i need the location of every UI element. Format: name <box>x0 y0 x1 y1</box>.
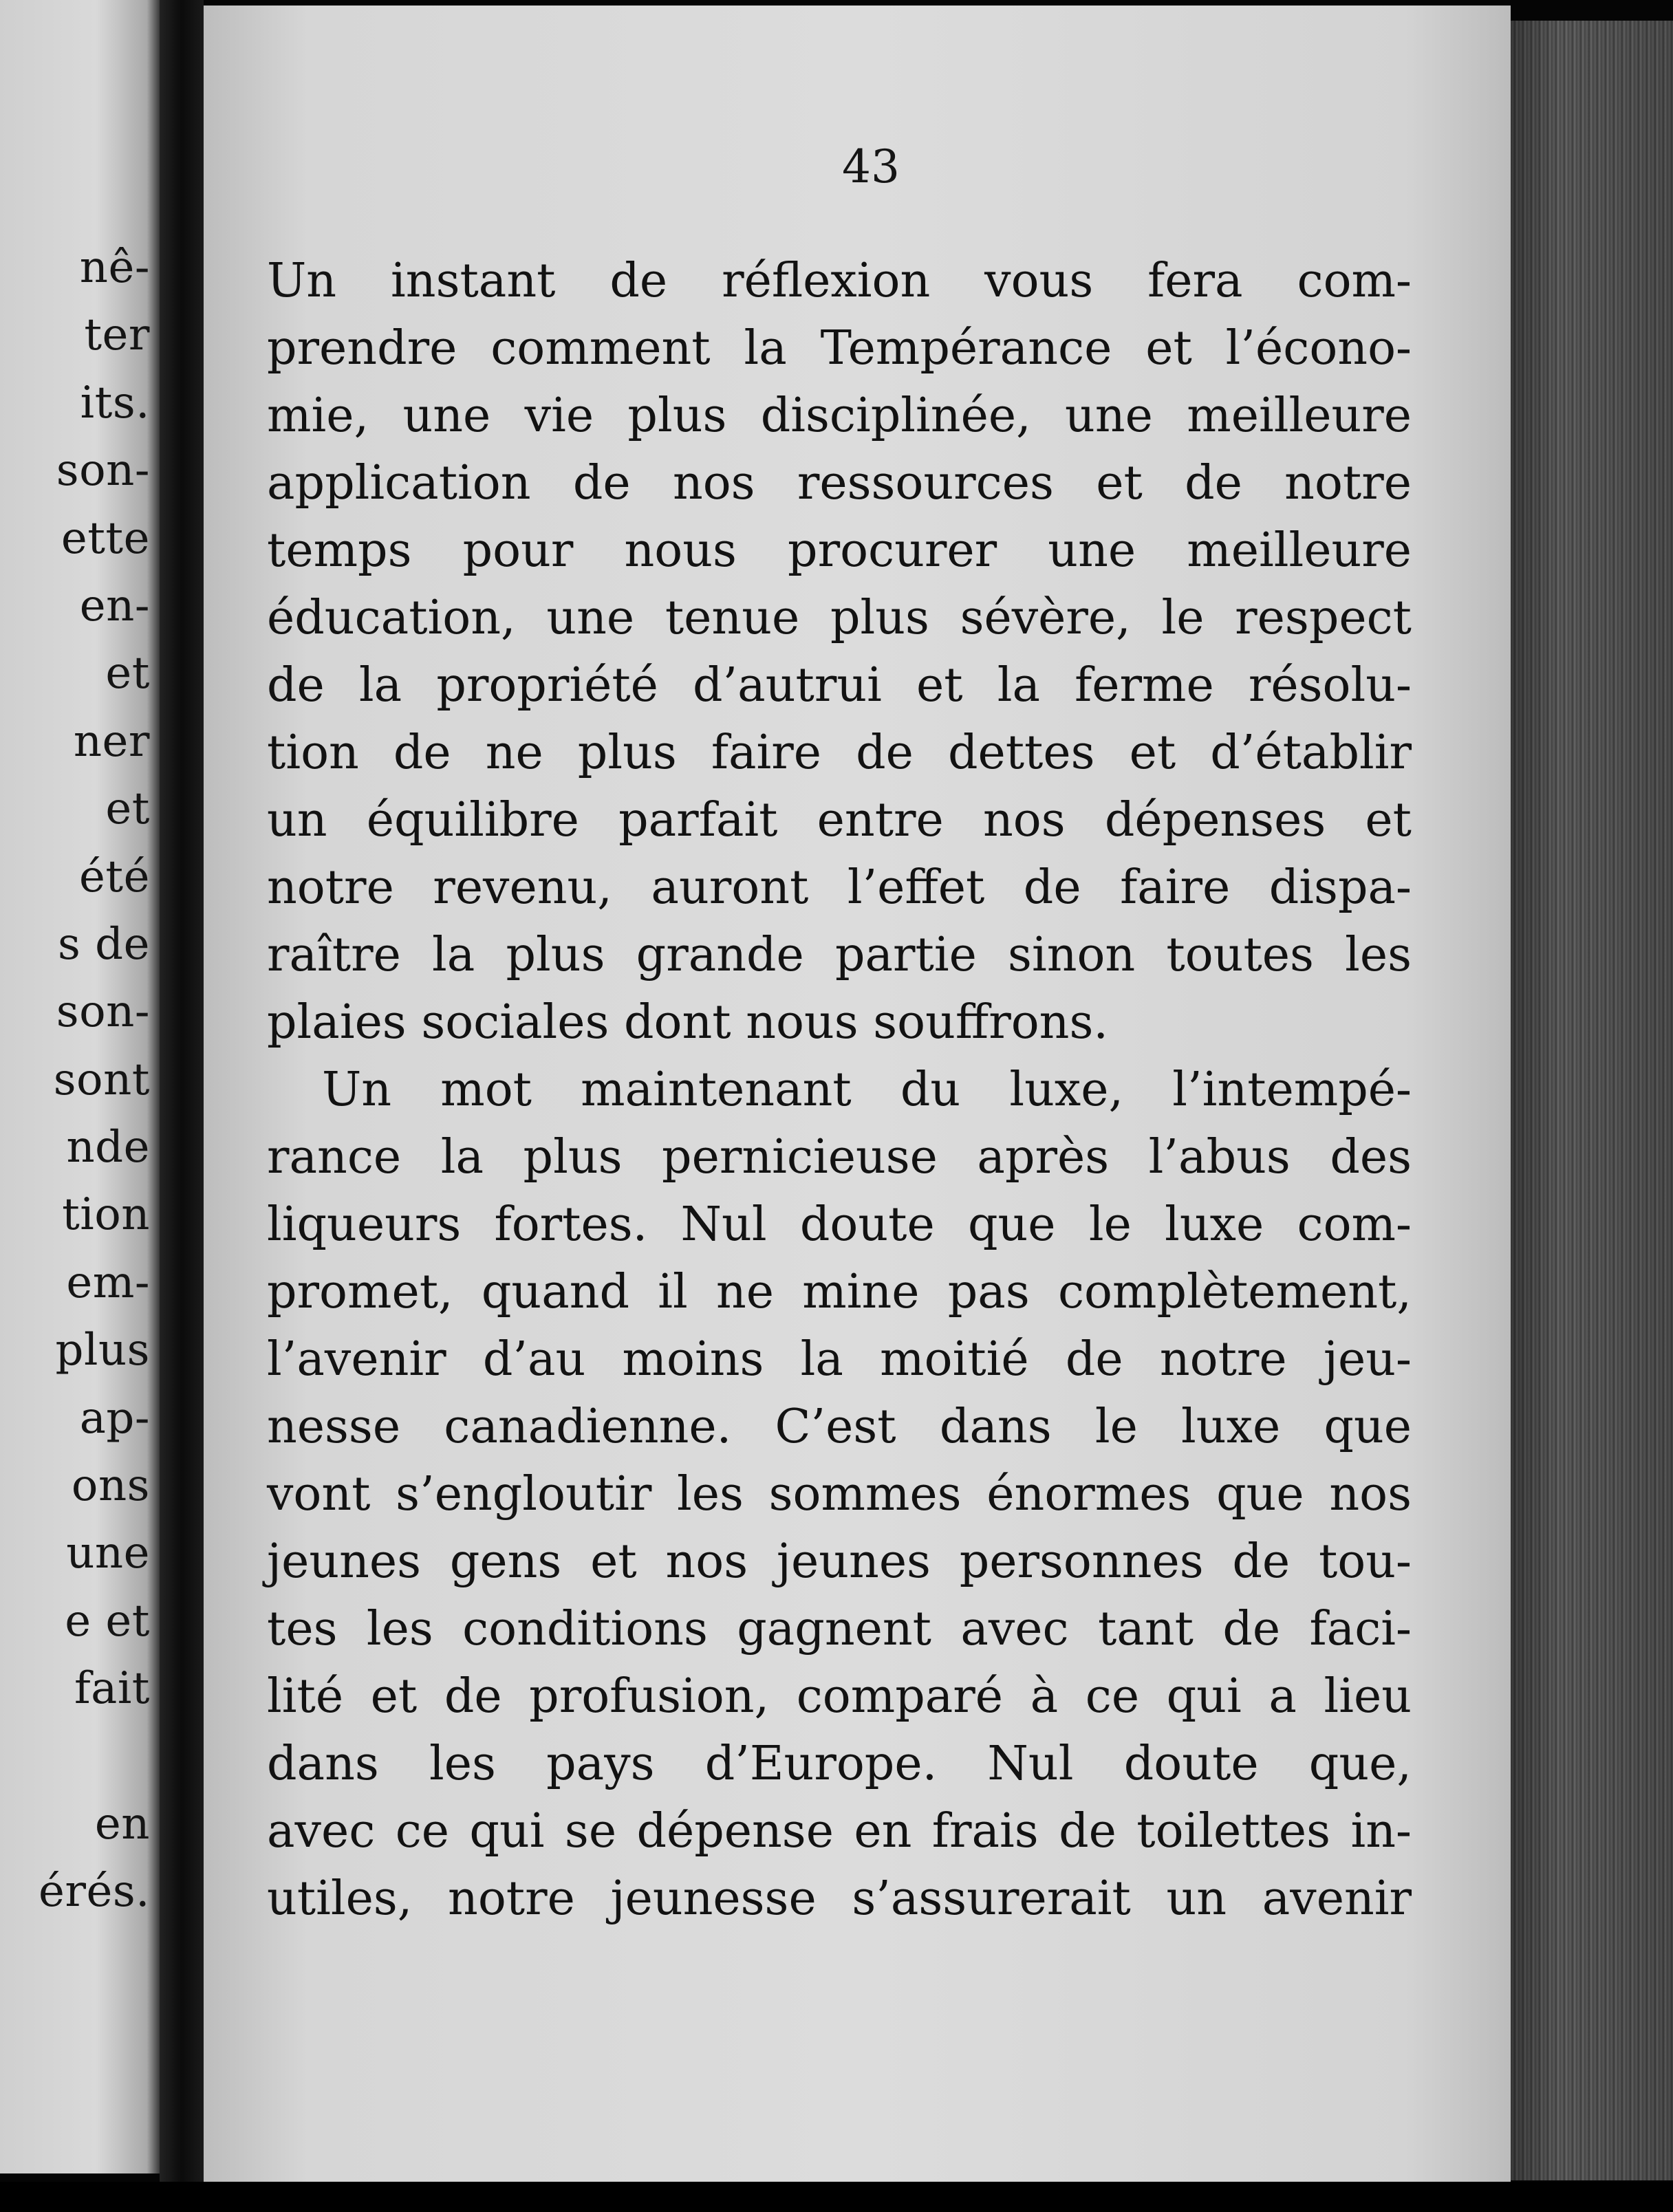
left-line: ner <box>73 715 150 767</box>
book-gutter <box>160 0 204 2212</box>
left-line: em- <box>66 1257 150 1308</box>
left-page-text <box>0 234 150 1926</box>
main-page <box>204 6 1511 2182</box>
text-line: liqueurs fortes. Nul doute que le luxe com- <box>267 1197 1412 1252</box>
left-facing-page <box>0 0 160 2173</box>
page-edges-shadow <box>1511 21 1673 2180</box>
text-line: vont s’engloutir les sommes énormes que nos <box>267 1467 1412 1521</box>
left-line: e et <box>65 1595 150 1647</box>
scan-border <box>0 2182 1673 2212</box>
text-line: nesse canadienne. C’est dans le luxe que <box>267 1400 1412 1454</box>
left-line: fait <box>74 1663 150 1715</box>
text-line: notre revenu, auront l’effet de faire dispa- <box>267 860 1412 915</box>
text-line: mie, une vie plus disciplinée, une meilleure <box>267 389 1412 443</box>
left-line: sont <box>53 1054 150 1105</box>
text-line: rance la plus pernicieuse après l’abus des <box>267 1130 1412 1184</box>
left-line: et <box>105 783 150 835</box>
left-line: son- <box>56 445 150 497</box>
text-line: utiles, notre jeunesse s’assurerait un avenir <box>267 1872 1412 1926</box>
left-line: ter <box>84 310 150 361</box>
left-line: en <box>94 1798 150 1850</box>
text-line: l’avenir d’au moins la moitié de notre jeu- <box>267 1332 1412 1387</box>
left-line: ons <box>71 1460 150 1512</box>
left-line: été <box>79 851 150 902</box>
text-line: plaies sociales dont nous souffrons. <box>267 995 1108 1050</box>
left-line: et <box>105 648 150 700</box>
text-line: dans les pays d’Europe. Nul doute que, <box>267 1737 1412 1791</box>
left-line: ap- <box>79 1392 150 1444</box>
left-line: ette <box>61 512 150 564</box>
left-line: son- <box>56 986 150 1038</box>
text-line: tion de ne plus faire de dettes et d’établir <box>267 726 1412 780</box>
left-line: nê- <box>79 242 150 293</box>
text-line: promet, quand il ne mine pas complètement, <box>267 1265 1412 1319</box>
text-line: de la propriété d’autrui et la ferme résolu- <box>267 658 1412 713</box>
text-line: temps pour nous procurer une meilleure <box>267 523 1412 578</box>
left-line: en- <box>79 580 150 631</box>
text-line: prendre comment la Tempérance et l’écono- <box>267 321 1412 376</box>
text-line: lité et de profusion, comparé à ce qui a lieu <box>267 1669 1412 1724</box>
text-line: Un mot maintenant du luxe, l’intempé- <box>322 1063 1412 1117</box>
text-line: avec ce qui se dépense en frais de toilettes in- <box>267 1804 1412 1858</box>
left-line <box>0 1723 150 1790</box>
left-line: une <box>66 1528 150 1579</box>
text-line: un équilibre parfait entre nos dépenses et <box>267 793 1412 847</box>
text-line: application de nos ressources et de notre <box>267 456 1412 510</box>
text-line: éducation, une tenue plus sévère, le respect <box>267 591 1412 645</box>
left-line: érés. <box>38 1866 150 1918</box>
page-number: 43 <box>842 140 900 193</box>
left-line: tion <box>62 1189 150 1241</box>
text-line: raître la plus grande partie sinon toutes les <box>267 928 1412 982</box>
body-text <box>267 248 1412 1933</box>
text-line: tes les conditions gagnent avec tant de faci- <box>267 1602 1412 1656</box>
text-line: Un instant de réflexion vous fera com- <box>267 254 1412 308</box>
left-line: nde <box>66 1122 150 1173</box>
left-line: its. <box>80 377 150 429</box>
text-line: jeunes gens et nos jeunes personnes de tou- <box>267 1535 1412 1589</box>
left-line: plus <box>55 1325 150 1376</box>
left-line: s de <box>57 918 150 970</box>
